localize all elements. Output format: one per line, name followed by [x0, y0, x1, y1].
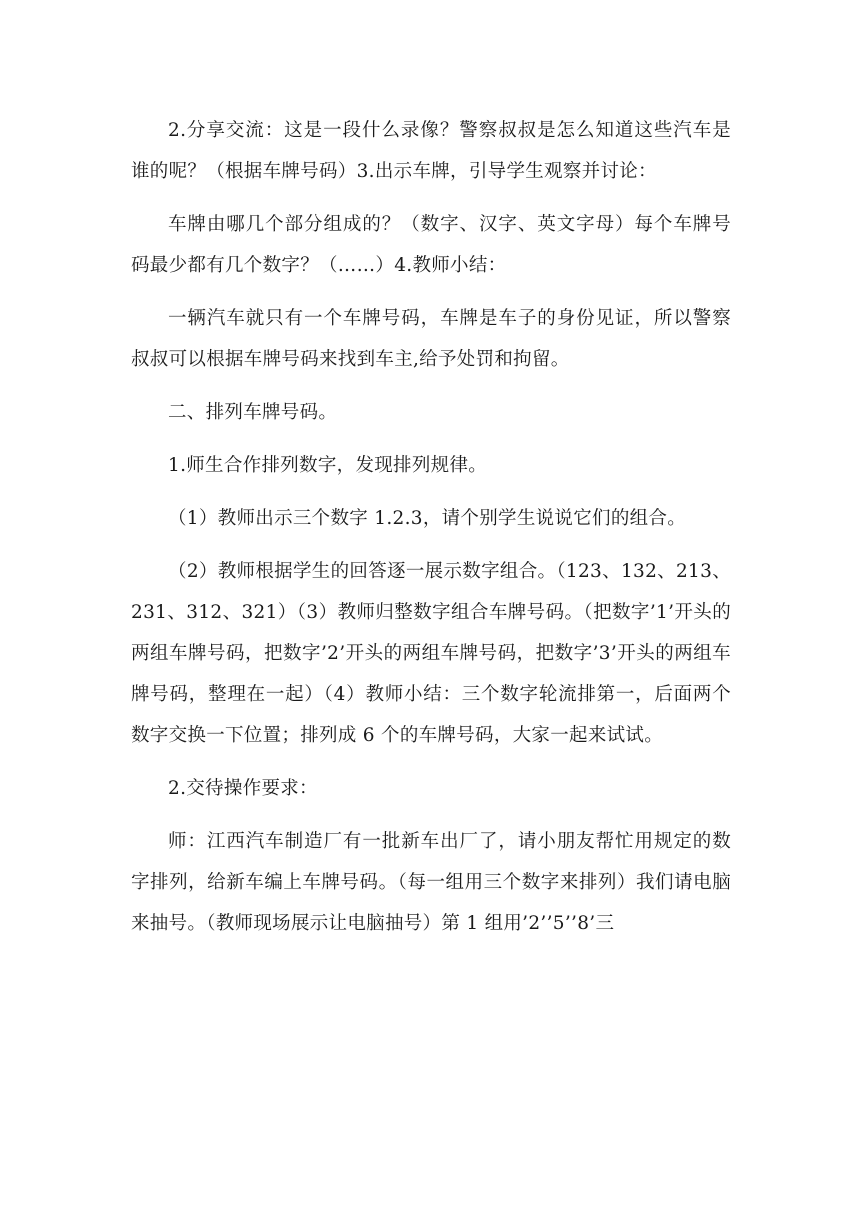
paragraph-teacher-instruction: 师：江西汽车制造厂有一批新车出厂了，请小朋友帮忙用规定的数字排列，给新车编上车牌号码。（每一组用三个数字来排列）我们请电脑来抽号。（教师现场展示让电脑抽号）第 1 组用’2’’5’’8’三 — [131, 831, 731, 934]
paragraph-cooperative-arrangement: 1.师生合作排列数字，发现排列规律。 — [168, 455, 488, 476]
paragraph-share-discussion: 2.分享交流：这是一段什么录像？警察叔叔是怎么知道这些汽车是谁的呢？（根据车牌号码）3.出示车牌，引导学生观察并讨论： — [131, 120, 731, 182]
paragraph-teacher-summary: 一辆汽车就只有一个车牌号码，车牌是车子的身份见证，所以警察叔叔可以根据车牌号码来找到车主,给予处罚和拘留。 — [131, 308, 731, 370]
document-body — [131, 110, 731, 956]
paragraph-plate-parts: 车牌由哪几个部分组成的？（数字、汉字、英文字母）每个车牌号码最少都有几个数字？（……）4.教师小结： — [131, 214, 731, 276]
section-heading-arrange-plates: 二、排列车牌号码。 — [168, 402, 338, 423]
paragraph-step-2-4: （2）教师根据学生的回答逐一展示数字组合。（123、132、213、231、312、321）（3）教师归整数字组合车牌号码。（把数字’1’开头的两组车牌号码，把数字’2’开头的两组车牌号码，把数字’3’开头的两组车牌号码，整理在一起）（4）教师小结：三个数字轮流排第一，后面两个数字交换一下位置；排列成 6 个的车牌号码，大家一起来试试。 — [131, 561, 731, 746]
paragraph-step-1: （1）教师出示三个数字 1.2.3，请个别学生说说它们的组合。 — [168, 508, 687, 529]
paragraph-operation-requirements: 2.交待操作要求： — [168, 778, 318, 799]
